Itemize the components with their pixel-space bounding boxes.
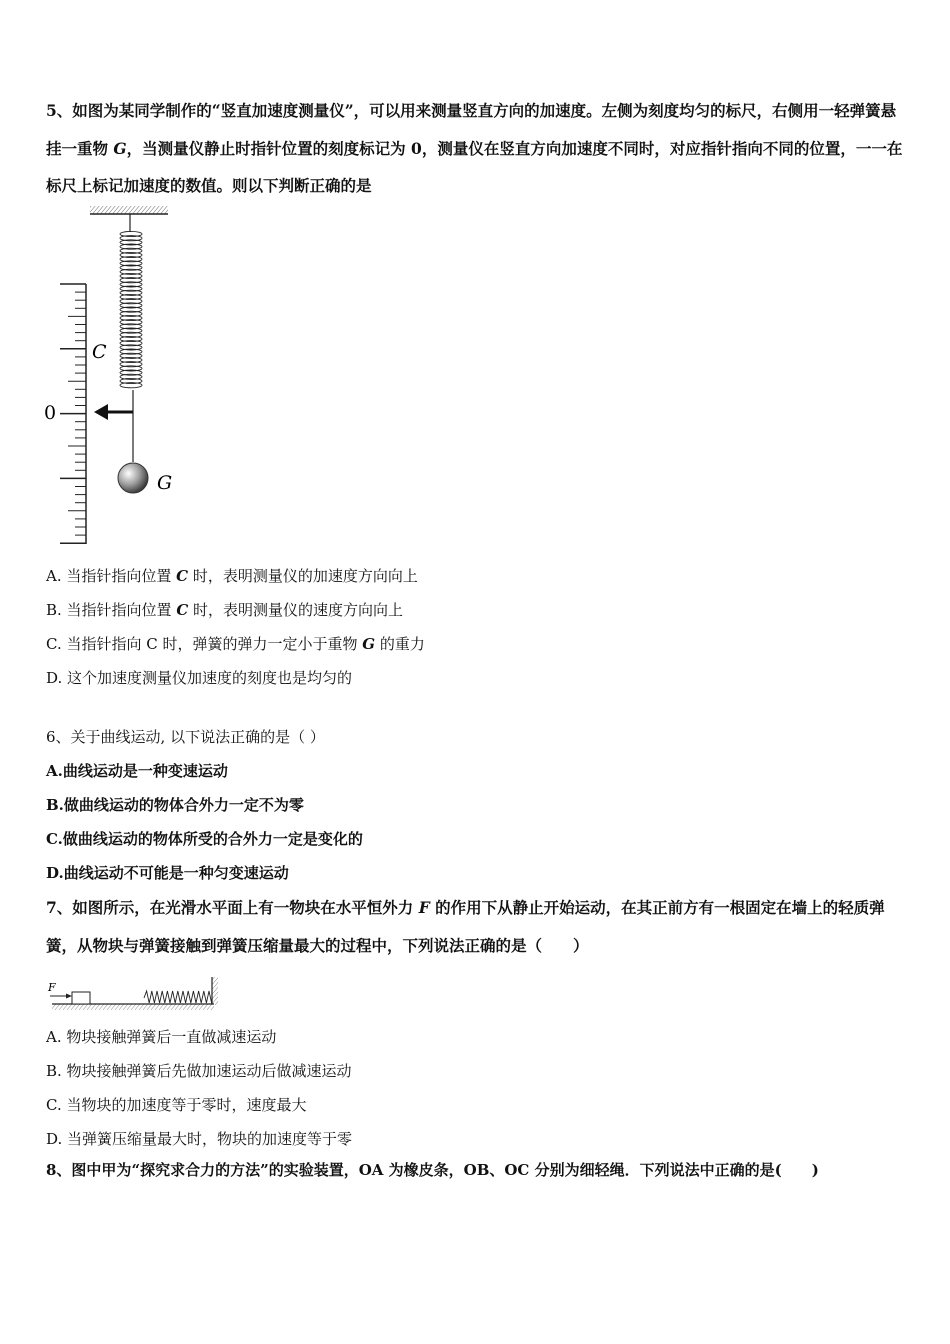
q5-option-a-suffix: 时，表明测量仪的加速度方向向上 (188, 567, 418, 585)
q5-option-c-suffix: 的重力 (375, 635, 425, 653)
label-c: C (92, 341, 107, 363)
ceiling (90, 206, 168, 214)
q7-stem (46, 889, 908, 964)
q5-option-b (46, 600, 403, 620)
q7-option-c: C. 当物块的加速度等于零时，速度最大 (46, 1096, 307, 1114)
q7-option-a: A. 物块接触弹簧后一直做减速运动 (46, 1028, 277, 1046)
q5-figure-spring-accelerometer (40, 200, 200, 550)
q7-stem-part-a: 7、如图所示，在光滑水平面上有一物块在水平恒外力 (46, 898, 419, 917)
q7-option-d: D. 当弹簧压缩量最大时，物块的加速度等于零 (46, 1130, 353, 1148)
q7-figure-block-spring (44, 975, 224, 1015)
q6-stem: 6、关于曲线运动, 以下说法正确的是（ ） (46, 728, 325, 746)
weight-ball (118, 463, 148, 493)
q5-stem (46, 92, 908, 205)
q5-stem-part-a: 5、如图为某同学制作的“竖直加速度测量仪”，可以用来测量竖直方向的加速度。左侧为刻度均匀的标尺，右侧用一轻弹簧悬挂一重物 (46, 101, 897, 158)
q5-option-a-prefix: A. 当指针指向位置 (46, 567, 177, 585)
q7-stem-f: F (418, 898, 430, 917)
q5-option-d-prefix: D. 这个加速度测量仪加速度的刻度也是均匀的 (46, 669, 353, 687)
q5-option-c (46, 634, 425, 654)
q5-option-c-em: G (362, 635, 376, 653)
q5-option-c-prefix: C. 当指针指向 C 时，弹簧的弹力一定小于重物 (46, 635, 363, 653)
spring (144, 991, 212, 1003)
q5-option-b-em: C (176, 601, 189, 619)
q6-option-b: B.做曲线运动的物体合外力一定不为零 (46, 796, 304, 814)
q5-stem-g: G (113, 138, 127, 158)
q5-option-d (46, 668, 352, 688)
q6-option-d: D.曲线运动不可能是一种匀变速运动 (46, 864, 289, 882)
block (72, 992, 90, 1004)
q5-option-a (46, 566, 418, 586)
q5-stem-part-b: ，当测量仪静止时指针位置的刻度标记为 0，测量仪在竖直方向加速度不同时，对应指针指向不同的位置，一一在标尺上标记加速度的数值。则以下判断正确的是 (46, 138, 903, 195)
force-arrow (66, 994, 72, 999)
spring-coils (120, 231, 142, 387)
scale-ruler (60, 284, 86, 544)
q7-option-b: B. 物块接触弹簧后先做加速运动后做减速运动 (46, 1062, 352, 1080)
floor (52, 1004, 214, 1010)
q6-option-a: A.曲线运动是一种变速运动 (46, 762, 228, 780)
label-zero: 0 (44, 402, 57, 424)
label-f: F (48, 981, 56, 994)
label-g: G (157, 472, 173, 494)
wall (212, 977, 218, 1005)
q6-option-c: C.做曲线运动的物体所受的合外力一定是变化的 (46, 830, 363, 848)
q7-stem-part-b: 的作用下从静止开始运动，在其正前方有一根固定在墙上的轻质弹簧，从物块与弹簧接触到弹簧压缩量最大的过程中，下列说法正确的是（ ） (46, 898, 885, 955)
q8-stem: 8、图中甲为“探究求合力的方法”的实验装置，OA 为橡皮条，OB、OC 分别为细轻绳．下列说法中正确的是( ) (46, 1161, 819, 1179)
q5-option-b-suffix: 时，表明测量仪的速度方向向上 (188, 601, 404, 619)
q5-option-b-prefix: B. 当指针指向位置 (46, 601, 177, 619)
pointer-arrow (94, 404, 133, 420)
q5-option-a-em: C (176, 567, 189, 585)
